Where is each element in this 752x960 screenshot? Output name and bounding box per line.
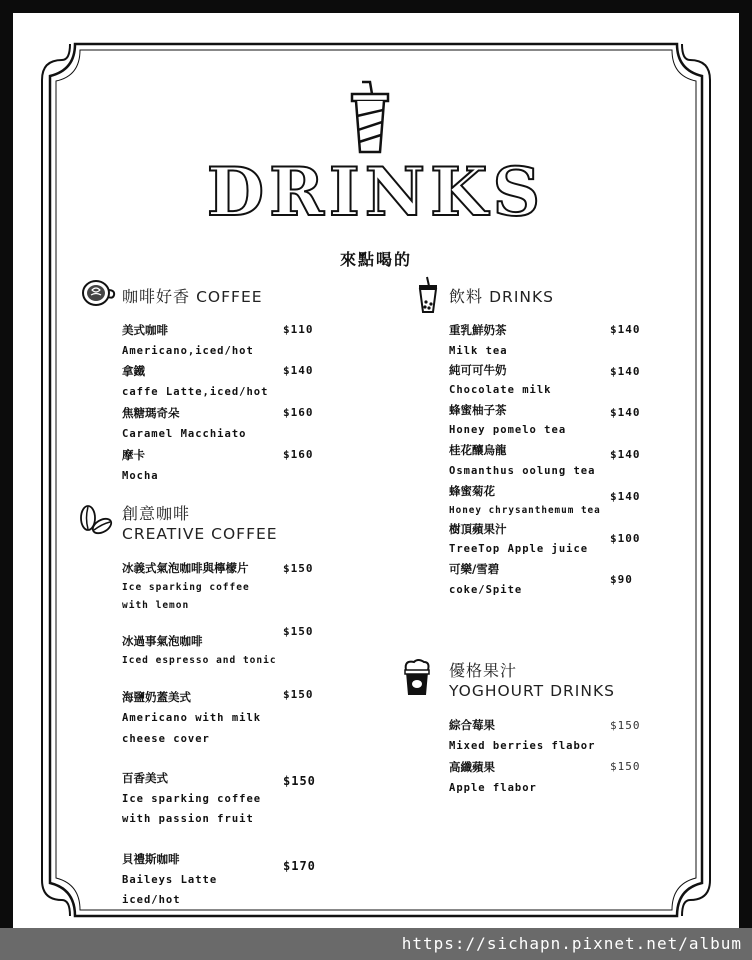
latte-art-icon: [80, 278, 118, 308]
drinks-item-desc: Honey pomelo tea: [449, 424, 567, 436]
yoghurt-cup-icon: [400, 656, 436, 698]
menu-title: DRINKS: [206, 153, 546, 231]
drinks-item-desc: Honey chrysanthemum tea: [449, 505, 601, 516]
drinks-item-desc: Chocolate milk: [449, 384, 552, 396]
drinks-heading-zh: 飲料: [449, 287, 484, 306]
creative-heading: [122, 504, 278, 544]
drinks-item-desc: TreeTop Apple juice: [449, 543, 589, 555]
creative-item-name: 百香美式: [122, 771, 168, 785]
creative-item-name: 貝禮斯咖啡: [122, 852, 180, 866]
creative-item-price: $170: [283, 859, 316, 873]
coffee-item-name: 拿鐵: [122, 364, 145, 378]
drinks-item-price: $90: [610, 573, 633, 586]
yoghourt-item-name: 高纖蘋果: [449, 760, 495, 774]
creative-item-desc: cheese cover: [122, 733, 210, 745]
creative-item-desc: iced/hot: [122, 894, 181, 906]
creative-heading-en: CREATIVE COFFEE: [122, 525, 278, 543]
coffee-item-price: $160: [283, 406, 314, 419]
drinks-item-name: 蜂蜜菊花: [449, 484, 495, 498]
creative-item-desc: with lemon: [122, 600, 190, 611]
watermark-url: https://sichapn.pixnet.net/album: [401, 934, 742, 953]
coffee-item-name: 焦糖瑪奇朵: [122, 406, 180, 420]
coffee-item-price: $110: [283, 323, 314, 336]
creative-heading-zh: 創意咖啡: [122, 504, 191, 523]
creative-item-price: $150: [283, 774, 316, 788]
coffee-item-desc: Caramel Macchiato: [122, 428, 247, 440]
drinks-item-price: $100: [610, 532, 641, 545]
creative-item-price: $150: [283, 688, 314, 701]
coffee-item-price: $140: [283, 364, 314, 377]
creative-item-desc: with passion fruit: [122, 813, 254, 825]
creative-item-desc: Americano with milk: [122, 712, 262, 724]
drinks-item-price: $140: [610, 448, 641, 461]
drinks-item-name: 桂花釀烏龍: [449, 443, 507, 457]
drinks-item-desc: coke/Spite: [449, 584, 523, 596]
drinks-heading-en: DRINKS: [489, 288, 554, 306]
creative-item-price: $150: [283, 625, 314, 638]
drinks-item-price: $140: [610, 365, 641, 378]
yoghourt-item-price: $150: [610, 760, 641, 773]
coffee-item-desc: Mocha: [122, 470, 159, 482]
drinks-item-price: $140: [610, 490, 641, 503]
coffee-item-desc: caffe Latte,iced/hot: [122, 386, 269, 398]
drinks-item-desc: Milk tea: [449, 345, 508, 357]
yoghourt-heading-en: YOGHOURT DRINKS: [449, 682, 615, 700]
creative-item-desc: Baileys Latte: [122, 874, 218, 886]
drinks-item-name: 重乳鮮奶茶: [449, 323, 507, 337]
yoghourt-item-desc: Apple flabor: [449, 782, 537, 794]
creative-item-name: 海鹽奶蓋美式: [122, 690, 191, 704]
creative-item-name: 冰義式氣泡咖啡與檸檬片: [122, 561, 249, 575]
drink-cup-icon: [348, 80, 392, 156]
creative-item-desc: Ice sparking coffee: [122, 793, 262, 805]
drinks-heading: [449, 284, 554, 307]
coffee-item-name: 美式咖啡: [122, 323, 168, 337]
coffee-item-price: $160: [283, 448, 314, 461]
coffee-item-name: 摩卡: [122, 448, 145, 462]
bubble-tea-icon: [417, 276, 439, 314]
creative-item-desc: Iced espresso and tonic: [122, 655, 277, 666]
creative-item-price: $150: [283, 562, 314, 575]
coffee-item-desc: Americano,iced/hot: [122, 345, 254, 357]
yoghourt-item-name: 綜合莓果: [449, 718, 495, 732]
drinks-item-name: 純可可牛奶: [449, 363, 507, 377]
coffee-heading-en: COFFEE: [196, 288, 263, 306]
drinks-item-desc: Osmanthus oolung tea: [449, 465, 596, 477]
drinks-item-price: $140: [610, 406, 641, 419]
yoghourt-heading: [449, 661, 615, 701]
yoghourt-item-desc: Mixed berries flabor: [449, 740, 596, 752]
drinks-item-price: $140: [610, 323, 641, 336]
creative-item-desc: Ice sparking coffee: [122, 582, 250, 593]
drinks-item-name: 可樂/雪碧: [449, 562, 500, 576]
drinks-item-name: 樹頂蘋果汁: [449, 522, 507, 536]
creative-item-name: 冰過事氣泡咖啡: [122, 634, 203, 648]
yoghourt-heading-zh: 優格果汁: [449, 661, 518, 680]
coffee-heading-zh: 咖啡好香: [122, 287, 191, 306]
yoghourt-item-price: $150: [610, 719, 641, 732]
menu-subtitle: 來點喝的: [339, 250, 412, 269]
coffee-heading: [122, 284, 263, 307]
drinks-item-name: 蜂蜜柚子茶: [449, 403, 507, 417]
coffee-beans-icon: [78, 502, 114, 538]
